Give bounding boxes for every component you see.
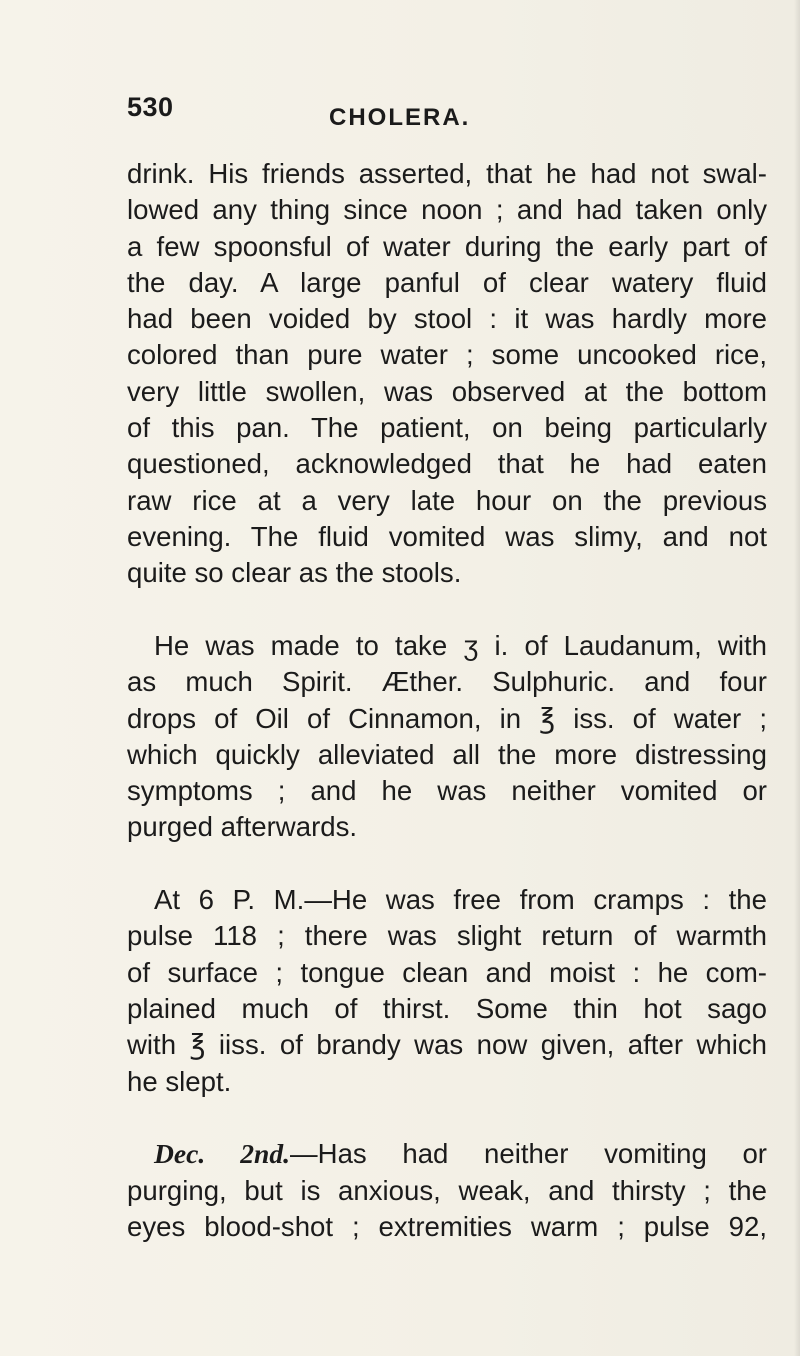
text-line: symptoms ; and he was neither vomited or — [127, 775, 767, 807]
text-line: which quickly alleviated all the more distressing — [127, 738, 767, 770]
text-line: as much Spirit. Æther. Sulphuric. and four — [127, 666, 767, 698]
paragraph-gap — [127, 846, 767, 882]
page-edge-shadow — [794, 0, 800, 1356]
text-line: colored than pure water ; some uncooked rice, — [127, 339, 767, 371]
paragraph-3 — [127, 882, 767, 1100]
text-line: pulse 118 ; there was slight return of warmth — [127, 920, 767, 952]
text-line: the day. A large panful of clear watery fluid — [127, 266, 767, 298]
paragraph-1 — [127, 156, 767, 592]
text-line-with-date — [127, 1136, 767, 1172]
body-text — [127, 156, 767, 1245]
text-line: plained much of thirst. Some thin hot sago — [127, 993, 767, 1025]
text-line: drink. His friends asserted, that he had not swal- — [127, 158, 767, 189]
text-line: purging, but is anxious, weak, and thirsty ; the — [127, 1174, 767, 1206]
text-line: of this pan. The patient, on being particularly — [127, 412, 767, 444]
text-line: he slept. — [127, 1065, 232, 1097]
text-line: quite so clear as the stools. — [127, 557, 462, 589]
text-line: He was made to take ʒ i. of Laudanum, with — [154, 629, 767, 661]
text-line: with ℥ iiss. of brandy was now given, after which — [127, 1029, 767, 1061]
paragraph-gap — [127, 592, 767, 628]
text-line: had been voided by stool : it was hardly more — [127, 303, 767, 335]
text-line: a few spoonsful of water during the early part of — [127, 230, 767, 262]
text-line: eyes blood-shot ; extremities warm ; pulse 92, — [127, 1210, 767, 1242]
text-line: raw rice at a very late hour on the previous — [127, 484, 767, 516]
paragraph-4 — [127, 1136, 767, 1245]
paragraph-2 — [127, 628, 767, 846]
text-line-remainder: —Has had neither vomiting or — [290, 1138, 767, 1170]
text-line: evening. The fluid vomited was slimy, and not — [127, 520, 767, 552]
text-line: At 6 P. M.—He was free from cramps : the — [154, 884, 767, 916]
text-line: lowed any thing since noon ; and had taken only — [127, 194, 767, 226]
text-line: purged afterwards. — [127, 811, 358, 843]
running-title: CHOLERA. — [329, 104, 471, 131]
text-line: of surface ; tongue clean and moist : he com- — [127, 956, 767, 988]
paragraph-gap — [127, 1100, 767, 1136]
text-line: drops of Oil of Cinnamon, in ℥ iss. of water ; — [127, 702, 767, 734]
text-line: questioned, acknowledged that he had eaten — [127, 448, 767, 480]
text-line: very little swollen, was observed at the bottom — [127, 375, 767, 407]
running-head — [127, 86, 767, 134]
date-label: Dec. 2nd. — [154, 1138, 291, 1170]
page-number: 530 — [127, 92, 174, 122]
